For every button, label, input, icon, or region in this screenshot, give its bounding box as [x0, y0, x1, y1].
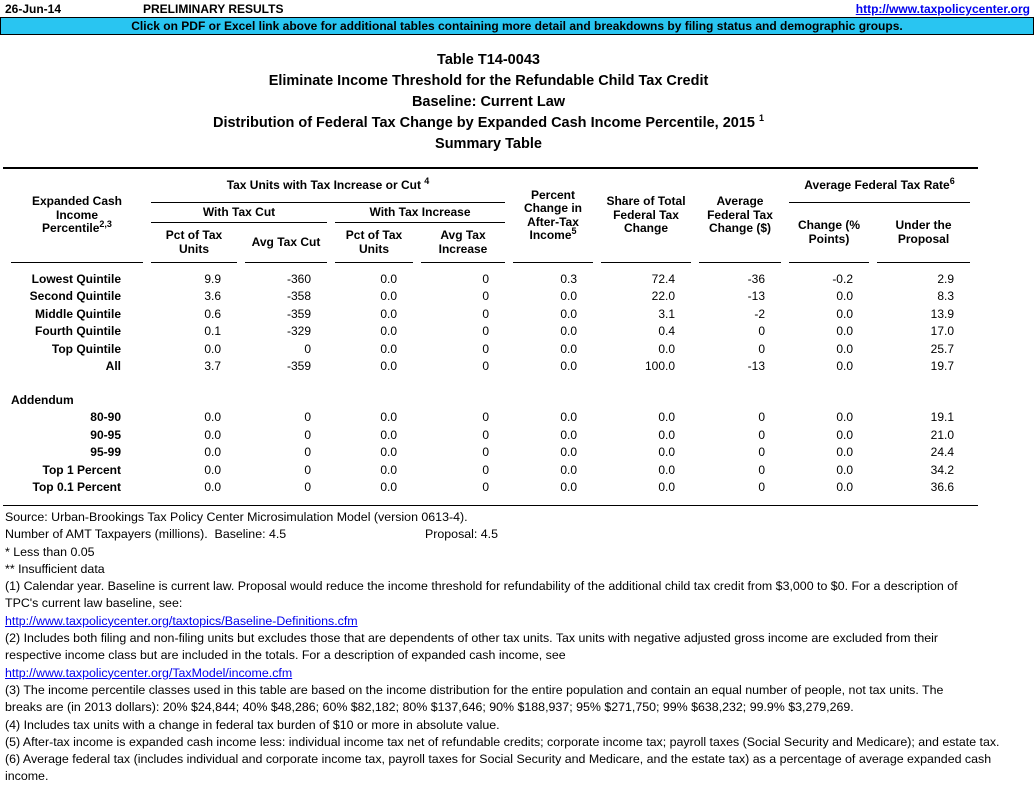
value-cell: 0 — [304, 427, 311, 442]
value-cell: 0.0 — [380, 480, 397, 495]
value-cell: 0.0 — [560, 427, 577, 442]
value-cell: 0.0 — [204, 427, 221, 442]
value-cell: 36.6 — [930, 480, 955, 495]
row-label: 95-99 — [90, 445, 121, 460]
header-with-tax-increase: With Tax Increase — [335, 203, 505, 223]
table-row — [11, 409, 970, 427]
footnote-line: (2) Includes both filing and non-filing units but excludes those that are dependents of other tax units. Tax units with negative adjusted gross income are excluded from their — [5, 631, 939, 646]
footnote-marker-6: 6 — [949, 175, 955, 186]
footnote-line: (4) Includes tax units with a change in federal tax burden of $10 or more in absolute value. — [5, 717, 500, 732]
value-cell: 0.0 — [836, 427, 853, 442]
preliminary-results-label: PRELIMINARY RESULTS — [143, 2, 284, 16]
addendum-header-row — [11, 391, 970, 409]
header-pct-of-tax-units-increase: Pct of Tax Units — [335, 223, 413, 263]
value-cell: 0.0 — [560, 306, 577, 321]
date-label: 26-Jun-14 — [5, 2, 62, 16]
value-cell: 0 — [304, 480, 311, 495]
value-cell: 0.0 — [380, 359, 397, 374]
footnote-marker-5: 5 — [571, 226, 577, 236]
value-cell: 0.0 — [204, 445, 221, 460]
value-cell: 0 — [482, 445, 489, 460]
footnote-marker-23: 2,3 — [99, 219, 112, 230]
table-row — [11, 426, 970, 444]
row-label: Fourth Quintile — [35, 324, 121, 339]
value-cell: 0.0 — [836, 341, 853, 356]
value-cell: 0.0 — [836, 445, 853, 460]
value-cell: 0 — [482, 306, 489, 321]
footnote-link[interactable]: http://www.taxpolicycenter.org/taxtopics/Baseline-Definitions.cfm — [5, 613, 358, 628]
header-change-pct-points: Change (% Points) — [789, 203, 869, 263]
footnote-line: (1) Calendar year. Baseline is current law. Proposal would reduce the income threshold for refundability of the additional child tax credit from $3,000 to $0. For a description of — [5, 579, 958, 594]
site-url-link[interactable]: http://www.taxpolicycenter.org — [855, 2, 1030, 16]
top-bar — [0, 0, 1034, 17]
header-expanded-cash-income-percentile: Expanded Cash Income Percentile$^{2,3}$ — [11, 169, 143, 263]
value-cell: 0.0 — [658, 410, 675, 425]
value-cell: 9.9 — [204, 271, 221, 286]
header-avg-tax-increase: Avg Tax Increase — [421, 223, 505, 263]
value-cell: 2.9 — [937, 271, 955, 286]
value-cell: 25.7 — [930, 341, 955, 356]
value-cell: 0 — [758, 341, 765, 356]
value-cell: 0 — [304, 341, 311, 356]
value-cell: 0.0 — [204, 341, 221, 356]
table-row — [11, 444, 970, 462]
value-cell: 0 — [482, 427, 489, 442]
value-cell: 3.7 — [204, 359, 221, 374]
footnote-line: respective income class but are included in the totals. For a description of expanded cash income, see — [5, 648, 566, 663]
value-cell: 0 — [304, 462, 311, 477]
value-cell: 0.0 — [380, 289, 397, 304]
title-line-5: Summary Table — [435, 136, 542, 152]
footnote-line: Source: Urban-Brookings Tax Policy Center Microsimulation Model (version 0613-4). — [5, 510, 468, 524]
value-cell: 0.0 — [380, 271, 397, 286]
amt-taxpayers-note — [5, 526, 1034, 543]
footnote-line: (5) After-tax income is expanded cash income less: individual income tax net of refundable credits; corporate income tax; payroll taxes (Social Security and Medicare); and estate tax. — [5, 734, 1000, 749]
value-cell: 22.0 — [651, 289, 675, 304]
value-cell: 34.2 — [930, 462, 955, 477]
title-line-3: Baseline: Current Law — [411, 94, 566, 110]
table-row — [11, 340, 970, 358]
value-cell: 0.6 — [204, 306, 221, 321]
value-cell: 0 — [482, 341, 489, 356]
value-cell: 0.0 — [560, 445, 577, 460]
value-cell: 0 — [482, 271, 489, 286]
value-cell: 8.3 — [937, 289, 955, 304]
table-title-block — [0, 50, 977, 155]
value-cell: 0 — [482, 324, 489, 339]
value-cell: 0.0 — [658, 341, 675, 356]
value-cell: 0.1 — [204, 324, 221, 339]
value-cell: 13.9 — [930, 306, 955, 321]
value-cell: 0.3 — [560, 271, 577, 286]
value-cell: -359 — [286, 306, 311, 321]
value-cell: 72.4 — [651, 271, 675, 286]
value-cell: 0 — [758, 445, 765, 460]
value-cell: -13 — [747, 359, 765, 374]
spacer-row — [11, 375, 970, 391]
summary-table — [3, 169, 978, 496]
footnote-line: breaks are (in 2013 dollars): 20% $24,844; 40% $48,286; 60% $82,182; 80% $137,646; 90% $188,937; 95% $271,750; 99% $638,232; 99.9% $3,279,269. — [5, 700, 854, 715]
value-cell: 3.6 — [204, 289, 221, 304]
value-cell: 0.0 — [836, 462, 853, 477]
banner-text: Click on PDF or Excel link above for additional tables containing more detail and breakdowns by filing status and demographic groups. — [131, 19, 903, 33]
header-percent-change-after-tax-income: Percent Change in After-Tax Income$^5$ — [513, 169, 593, 263]
header-average-federal-tax-change: Average Federal Tax Change ($) — [699, 169, 781, 263]
value-cell: 17.0 — [930, 324, 955, 339]
addendum-label: Addendum — [11, 392, 74, 407]
value-cell: 0 — [482, 289, 489, 304]
title-line-4: Distribution of Federal Tax Change by Expanded Cash Income Percentile, 2015 $^1$ — [212, 113, 765, 131]
value-cell: 0.0 — [560, 289, 577, 304]
header-under-the-proposal: Under the Proposal — [877, 203, 970, 263]
value-cell: 100.0 — [644, 359, 675, 374]
table-row — [11, 305, 970, 323]
value-cell: 0.0 — [560, 462, 577, 477]
value-cell: 24.4 — [930, 445, 955, 460]
header-pct-of-tax-units-cut: Pct of Tax Units — [151, 223, 237, 263]
value-cell: 0.0 — [836, 480, 853, 495]
table-row — [11, 288, 970, 306]
banner — [0, 17, 1034, 35]
value-cell: 0.0 — [204, 410, 221, 425]
value-cell: 0.0 — [658, 445, 675, 460]
header-group-tax-units-increase-or-cut: Tax Units with Tax Increase or Cut $^4$ — [151, 169, 505, 203]
footnote-line: * Less than 0.05 — [5, 544, 95, 559]
spacer-row — [11, 263, 970, 270]
value-cell: 19.7 — [930, 359, 955, 374]
footer — [0, 506, 1034, 786]
value-cell: 0 — [482, 410, 489, 425]
footnote-line: TPC's current law baseline, see: — [5, 596, 183, 611]
value-cell: 0.0 — [658, 427, 675, 442]
value-cell: -36 — [747, 271, 765, 286]
footnote-line: (6) Average federal tax (includes individual and corporate income tax, payroll taxes for Social Security and Medicare, and the estate tax) as a percentage of average expanded cash income. — [5, 752, 995, 784]
value-cell: 0 — [758, 462, 765, 477]
value-cell: -329 — [286, 324, 311, 339]
value-cell: 0.0 — [380, 427, 397, 442]
value-cell: 0.0 — [560, 359, 577, 374]
value-cell: 0.0 — [560, 341, 577, 356]
value-cell: -358 — [286, 289, 311, 304]
value-cell: -0.2 — [832, 271, 853, 286]
value-cell: 0.0 — [380, 341, 397, 356]
value-cell: -359 — [286, 359, 311, 374]
value-cell: 0.0 — [380, 445, 397, 460]
value-cell: 0.0 — [560, 324, 577, 339]
value-cell: 0.0 — [560, 480, 577, 495]
value-cell: 0.0 — [204, 480, 221, 495]
value-cell: 0 — [758, 410, 765, 425]
amt-proposal-text: Proposal: 4.5 — [425, 527, 499, 542]
header-avg-tax-cut: Avg Tax Cut — [245, 223, 327, 263]
value-cell: 0.0 — [380, 462, 397, 477]
value-cell: 0.0 — [658, 462, 675, 477]
value-cell: 0.0 — [560, 410, 577, 425]
table-row — [11, 479, 970, 497]
footnote-link[interactable]: http://www.taxpolicycenter.org/TaxModel/income.cfm — [5, 665, 293, 680]
row-label: All — [105, 359, 121, 374]
row-label: 80-90 — [90, 410, 121, 425]
value-cell: 0.0 — [380, 410, 397, 425]
footnote-line: ** Insufficient data — [5, 561, 105, 576]
footnote-marker-1: 1 — [759, 113, 765, 124]
value-cell: 0 — [304, 410, 311, 425]
title-line-2: Eliminate Income Threshold for the Refundable Child Tax Credit — [268, 73, 709, 89]
header-share-of-total-federal-tax-change: Share of Total Federal Tax Change — [601, 169, 691, 263]
value-cell: 0.0 — [380, 324, 397, 339]
value-cell: 19.1 — [930, 410, 955, 425]
table-row — [11, 461, 970, 479]
row-label: Top 1 Percent — [42, 462, 121, 477]
table-row — [11, 323, 970, 341]
table-header — [11, 169, 970, 263]
value-cell: 0 — [758, 324, 765, 339]
value-cell: 0 — [758, 480, 765, 495]
value-cell: 0 — [758, 427, 765, 442]
row-label: Middle Quintile — [35, 306, 121, 321]
value-cell: 0 — [482, 480, 489, 495]
table-body — [11, 263, 970, 496]
row-label: Second Quintile — [29, 289, 121, 304]
row-label: 90-95 — [90, 427, 121, 442]
title-line-1: Table T14-0043 — [437, 52, 540, 68]
value-cell: 0.0 — [658, 480, 675, 495]
value-cell: 3.1 — [658, 306, 675, 321]
row-label: Lowest Quintile — [31, 271, 121, 286]
value-cell: 21.0 — [930, 427, 955, 442]
value-cell: 0.0 — [380, 306, 397, 321]
amt-baseline-text: Number of AMT Taxpayers (millions). Baseline: 4.5 — [5, 527, 287, 542]
value-cell: 0.0 — [836, 410, 853, 425]
header-group-average-federal-tax-rate: Average Federal Tax Rate$^6$ — [789, 169, 970, 203]
value-cell: 0.0 — [836, 324, 853, 339]
summary-table-wrap — [3, 167, 978, 496]
value-cell: -13 — [747, 289, 765, 304]
value-cell: -2 — [754, 306, 765, 321]
header-with-tax-cut: With Tax Cut — [151, 203, 327, 223]
value-cell: 0.0 — [836, 289, 853, 304]
footnote-marker-4: 4 — [424, 175, 430, 186]
table-row — [11, 358, 970, 376]
value-cell: 0 — [482, 359, 489, 374]
value-cell: 0.0 — [836, 359, 853, 374]
value-cell: 0 — [304, 445, 311, 460]
value-cell: 0.0 — [836, 306, 853, 321]
value-cell: -360 — [286, 271, 311, 286]
row-label: Top 0.1 Percent — [32, 480, 121, 495]
table-row — [11, 270, 970, 288]
footnote-line: (3) The income percentile classes used in this table are based on the income distribution for the entire population and contain an equal number of people, not tax units. The — [5, 682, 944, 697]
row-label: Top Quintile — [51, 341, 121, 356]
value-cell: 0.4 — [658, 324, 675, 339]
value-cell: 0.0 — [204, 462, 221, 477]
value-cell: 0 — [482, 462, 489, 477]
